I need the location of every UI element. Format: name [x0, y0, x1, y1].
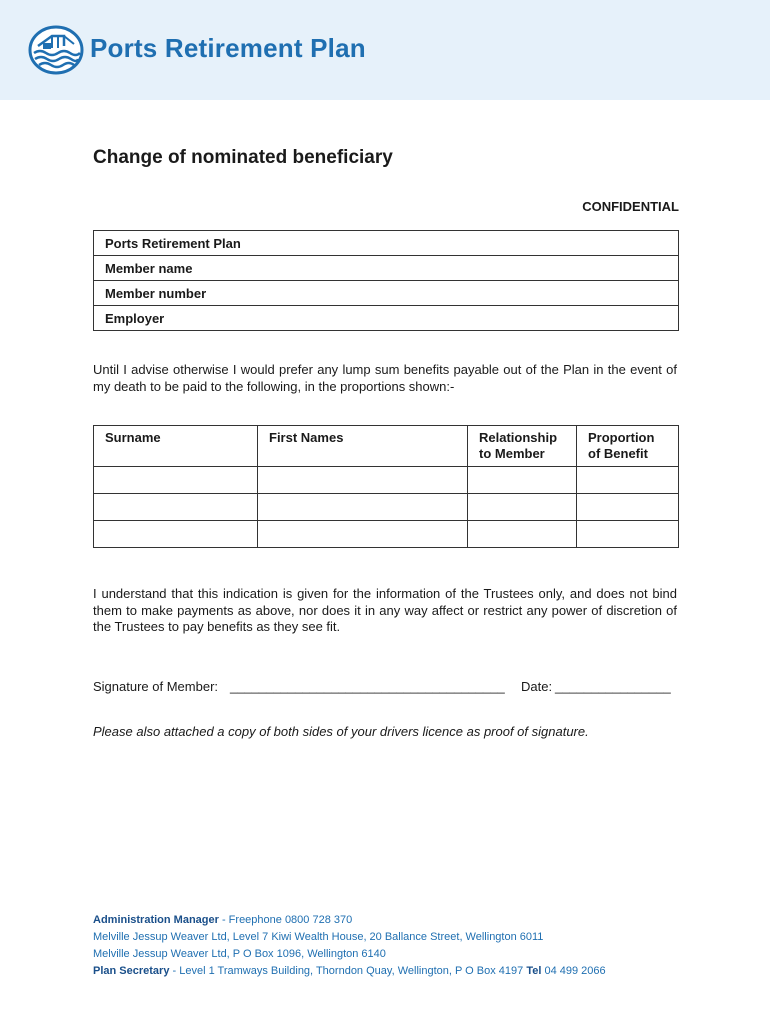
- table-row: [94, 494, 679, 521]
- secretary-label: Plan Secretary: [93, 965, 170, 977]
- first-names-cell[interactable]: [258, 467, 468, 494]
- admin-label: Administration Manager: [93, 914, 219, 926]
- signature-label: Signature of Member:: [93, 679, 219, 694]
- confidential-label: CONFIDENTIAL: [582, 199, 679, 214]
- footer-admin-line: [93, 912, 713, 929]
- footer: [93, 912, 713, 980]
- surname-header: Surname: [94, 426, 258, 467]
- tel-number: 04 499 2066: [541, 965, 606, 977]
- page-title: Change of nominated beneficiary: [93, 147, 393, 168]
- footer-address-1: Melville Jessup Weaver Ltd, Level 7 Kiwi Wealth House, 20 Ballance Street, Wellington 6011: [93, 931, 544, 943]
- table-row: [94, 467, 679, 494]
- signature-line: [93, 679, 679, 694]
- table-row: [94, 256, 679, 281]
- footer-address-2: Melville Jessup Weaver Ltd, P O Box 1096, Wellington 6140: [93, 948, 386, 960]
- table-row: [94, 231, 679, 256]
- member-number-field[interactable]: Member number: [94, 281, 679, 306]
- proof-of-signature-note: Please also attached a copy of both sides of your drivers licence as proof of signature.: [93, 724, 589, 739]
- footer-secretary-line: [93, 963, 713, 980]
- proportion-cell[interactable]: [577, 494, 679, 521]
- signature-field[interactable]: ______________________________________: [230, 679, 505, 694]
- brand-name: Ports Retirement Plan: [90, 33, 366, 63]
- beneficiary-intro-text: Until I advise otherwise I would prefer any lump sum benefits payable out of the Plan in the event of my death to be paid to the following, in the proportions shown:-: [93, 362, 677, 394]
- surname-cell[interactable]: [94, 467, 258, 494]
- surname-cell[interactable]: [94, 521, 258, 548]
- secretary-address: - Level 1 Tramways Building, Thorndon Quay, Wellington, P O Box 4197: [169, 965, 527, 977]
- beneficiary-table: [93, 425, 679, 548]
- first-names-cell[interactable]: [258, 521, 468, 548]
- table-header-row: [94, 426, 679, 467]
- member-details-table: [93, 230, 679, 331]
- proportion-cell[interactable]: [577, 521, 679, 548]
- relationship-cell[interactable]: [468, 494, 577, 521]
- table-row: [94, 521, 679, 548]
- table-row: [94, 306, 679, 331]
- date-field[interactable]: ________________: [555, 679, 671, 694]
- employer-field[interactable]: Employer: [94, 306, 679, 331]
- relationship-header: Relationship to Member: [468, 426, 577, 467]
- disclaimer-text: I understand that this indication is given for the information of the Trustees only, and does not bind them to make payments as above, nor does it in any way affect or restrict any power of discretion of the Trustees to pay benefits as they see fit.: [93, 586, 677, 634]
- date-label: Date:: [521, 679, 553, 694]
- header-band: [0, 0, 770, 100]
- relationship-cell[interactable]: [468, 521, 577, 548]
- plan-name-field[interactable]: Ports Retirement Plan: [94, 231, 679, 256]
- proportion-header: Proportion of Benefit: [577, 426, 679, 467]
- member-name-field[interactable]: Member name: [94, 256, 679, 281]
- proportion-cell[interactable]: [577, 467, 679, 494]
- relationship-cell[interactable]: [468, 467, 577, 494]
- surname-cell[interactable]: [94, 494, 258, 521]
- table-row: [94, 281, 679, 306]
- tel-label: Tel: [526, 965, 542, 977]
- first-names-header: First Names: [258, 426, 468, 467]
- first-names-cell[interactable]: [258, 494, 468, 521]
- admin-phone: - Freephone 0800 728 370: [218, 914, 353, 926]
- harbour-crane-wave-icon: [28, 25, 84, 75]
